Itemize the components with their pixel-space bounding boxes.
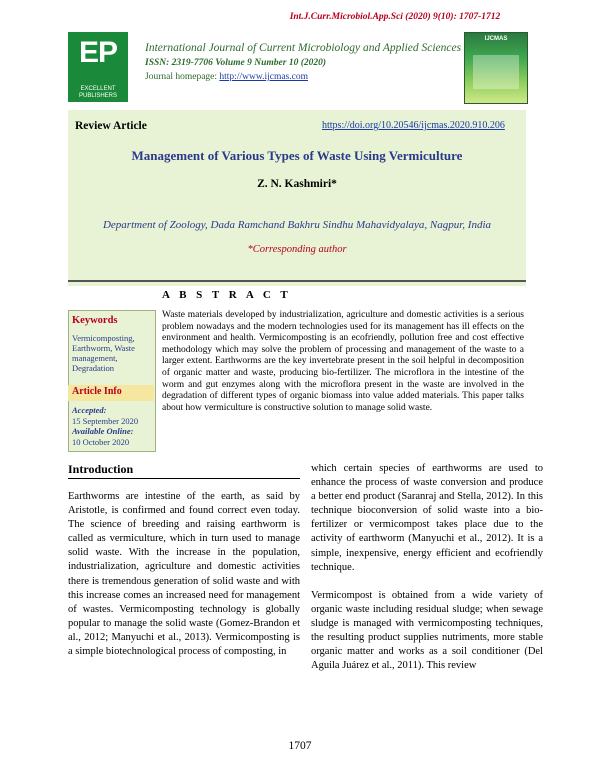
issn-volume: ISSN: 2319-7706 Volume 9 Number 10 (2020) xyxy=(145,58,327,68)
corresponding-author-note: *Corresponding author xyxy=(247,244,347,255)
cover-graphic xyxy=(473,55,519,89)
header-divider xyxy=(68,280,526,282)
journal-cover-image xyxy=(464,32,528,104)
intro-paragraph-1: Earthworms are intestine of the earth, as said by Aristotle, is confirmed and found correct even today. The science of breeding and raising earthworm is called as vermiculture, which in turn used to manage solid waste. With the increase in the population, industrialization, agriculture and domestic activities there is tremendous generation of solid waste and with this increase comes an increased need for management of wastes. Vermicomposting technology is globally popular to manage the solid waste (Gomez-Brandon et al., 2012; Manyuchi et al., 2013). Vermicomposting is a simple biotechnological process of composting, in xyxy=(68,491,300,658)
accepted-date: 15 September 2020 xyxy=(72,415,139,426)
homepage-label: Journal homepage: xyxy=(145,72,220,82)
cover-title: IJCMAS xyxy=(484,36,508,42)
journal-reference: Int.J.Curr.Microbiol.App.Sci (2020) 9(10): 1707-1712 xyxy=(289,12,501,22)
homepage-link[interactable]: http://www.ijcmas.com xyxy=(219,72,308,82)
online-label: Available Online: xyxy=(72,426,134,436)
logo-mark: EP xyxy=(78,36,118,69)
page-number: 1707 xyxy=(288,740,312,752)
journal-title: International Journal of Current Microbiology and Applied Sciences xyxy=(145,42,462,54)
article-info-heading: Article Info xyxy=(72,386,122,397)
article-header-band xyxy=(68,110,526,286)
body-column-left xyxy=(68,490,300,659)
introduction-heading: Introduction xyxy=(68,462,134,476)
article-title: Management of Various Types of Waste Using Vermiculture xyxy=(131,148,463,163)
author-name: Z. N. Kashmiri* xyxy=(257,178,337,190)
introduction-rule xyxy=(68,478,300,479)
author-affiliation: Department of Zoology, Dada Ramchand Bakhru Sindhu Mahavidyalaya, Nagpur, India xyxy=(102,219,492,231)
intro-paragraph-3: Vermicompost is obtained from a wide variety of organic waste including residual sludge; when sewage sludge is managed with vermicomposting techniques, the resulting product supplies nutriments, more stable organic matter and works as a soil conditioner (Del Aguila Juárez et al., 2011). This review xyxy=(311,589,543,672)
logo-subtitle: EXCELLENT PUBLISHERS xyxy=(78,86,117,99)
abstract-text: Waste materials developed by industrialization, agriculture and domestic activities is a serious problem nowadays and the modern technologies used for its management has ill effects on the environment and health. Vermicomposting is an ecofriendly, pollution free and cost effective methodology which may solve the problem of processing and management of the waste to a larger extent. Earthworms are the key invertebrate present in the soil helpful in decomposition of organic matter and waste, producing bio-fertilizer. The microflora in the intestine of the worm and gut enzymes along with the microflora present in the waste are involved in the degradation of different types of organic biomass into value added materials. This paper talks about how vermiculture is constructive solution to manage solid waste. xyxy=(162,310,524,413)
article-dates xyxy=(72,405,154,447)
article-type: Review Article xyxy=(75,120,147,132)
accepted-label: Accepted: xyxy=(72,405,107,415)
article-info-band xyxy=(68,385,154,401)
body-column-right xyxy=(311,462,543,673)
doi-link[interactable]: https://doi.org/10.20546/ijcmas.2020.910.206 xyxy=(322,120,505,131)
keywords-list: Vermicomposting, Earthworm, Waste management, Degradation xyxy=(72,333,135,373)
journal-homepage xyxy=(145,72,308,82)
publisher-logo xyxy=(68,32,128,102)
online-date: 10 October 2020 xyxy=(72,436,130,447)
abstract-body xyxy=(162,310,524,414)
abstract-heading: A B S T R A C T xyxy=(162,289,292,301)
intro-paragraph-2: which certain species of earthworms are used to enhance the process of waste conversion and produce a better end product (Saranraj and Stella, 2012). In this technique bioconversion of solid waste into a bio-fertilizer or vermicompost takes place due to the activity of earthworm (Manyuchi et al., 2012). It is a simple, inexpensive, energy efficient and ecofriendly technique. xyxy=(311,463,543,573)
keywords-heading: Keywords xyxy=(72,315,118,326)
